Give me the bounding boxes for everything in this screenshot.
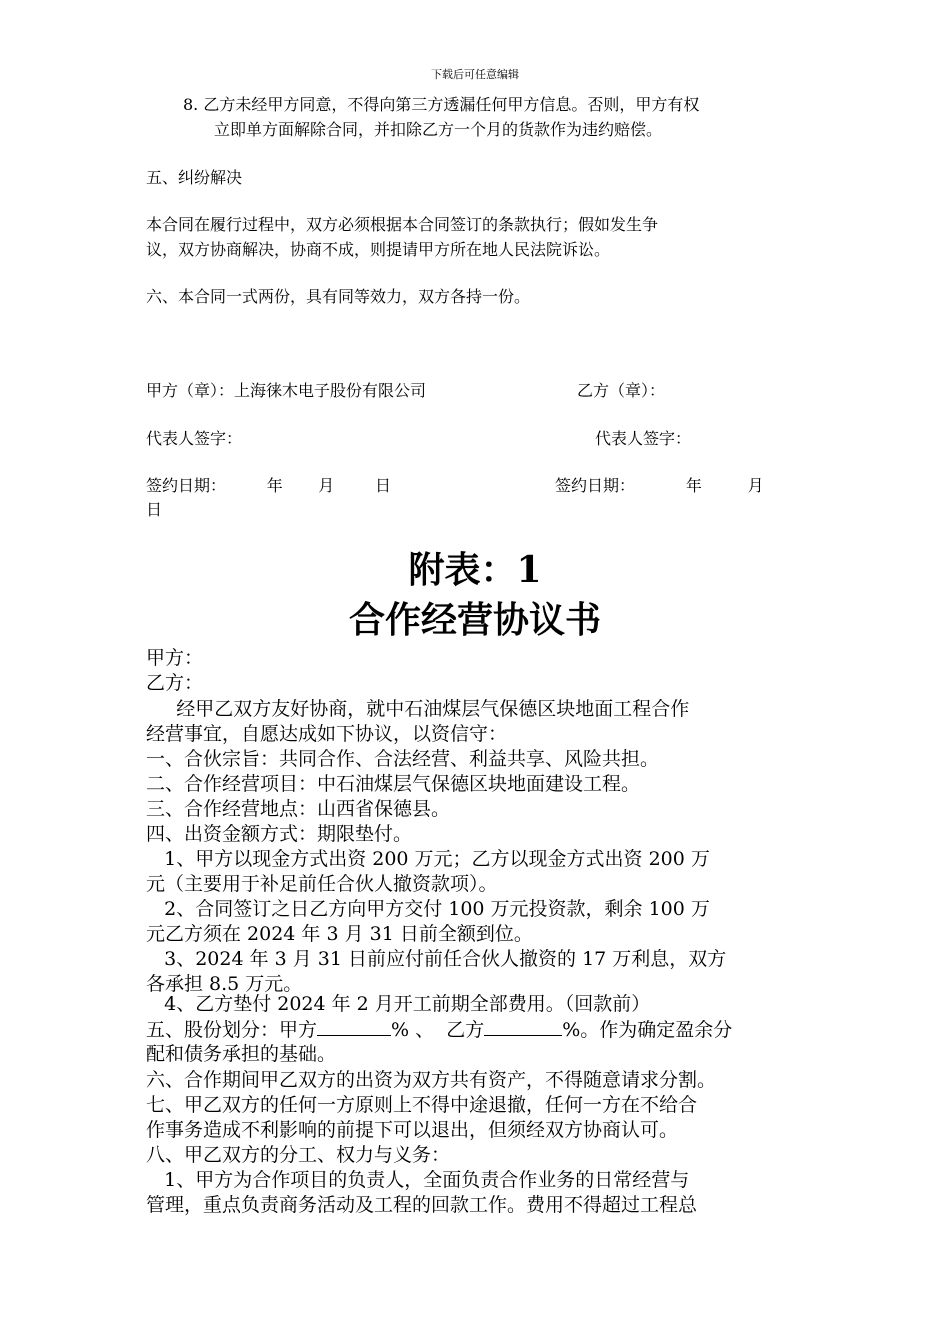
agreement-line: 2、合同签订之日乙方向甲方交付 100 万元投资款，剩余 100 万 [146,898,710,920]
clause-8-line-1: 8. 乙方未经甲方同意，不得向第三方透漏任何甲方信息。否则，甲方有权 [183,95,700,114]
party-b-share-blank[interactable] [484,1017,562,1036]
share-division-line [146,1017,810,1043]
agreement-line: 七、甲乙双方的任何一方原则上不得中途退撤，任何一方在不给合 [146,1094,698,1116]
party-b-representative: 代表人签字： [595,429,692,448]
agreement-line: 四、出资金额方式：期限垫付。 [146,823,413,845]
party-b-seal: 乙方（章）： [577,381,666,400]
agreement-line: 3、2024 年 3 月 31 日前应付前任合伙人撤资的 17 万利息，双方 [146,948,727,970]
agreement-line: 二、合作经营项目：中石油煤层气保德区块地面建设工程。 [146,773,641,795]
clause-8-line-2: 立即单方面解除合同，并扣除乙方一个月的货款作为违约赔偿。 [214,120,663,139]
agreement-line: 甲方： [146,647,204,669]
agreement-line: 六、合作期间甲乙双方的出资为双方共有资产，不得随意请求分割。 [146,1069,717,1091]
agreement-line: 元（主要用于补足前任合伙人撤资款项）。 [146,873,498,895]
agreement-line: 1、甲方以现金方式出资 200 万元；乙方以现金方式出资 200 万 [146,848,710,870]
party-a-share-blank[interactable] [317,1017,391,1036]
party-b-sign-date: 签约日期： 年 月 [555,476,764,495]
agreement-line: 4、乙方垫付 2024 年 2 月开工前期全部费用。（回款前） [146,993,651,1015]
share-mid: % 、 乙方 [391,1019,485,1041]
party-a-seal: 甲方（章）：上海徕木电子股份有限公司 [146,381,427,400]
party-a-sign-date: 签约日期： 年 月 日 [146,476,391,495]
dispute-line-2: 议，双方协商解决，协商不成，则提请甲方所在地人民法院诉讼。 [146,240,611,259]
dispute-heading: 五、纠纷解决 [146,168,243,187]
agreement-line: 八、甲乙双方的分工、权力与义务： [146,1144,451,1166]
copies-clause: 六、本合同一式两份，具有同等效力，双方各持一份。 [146,287,531,306]
agreement-line: 元乙方须在 2024 年 3 月 31 日前全额到位。 [146,923,533,945]
share-suffix: %。作为确定盈余分 [562,1019,733,1041]
dispute-line-1: 本合同在履行过程中，双方必须根据本合同签订的条款执行；假如发生争 [146,215,659,234]
party-a-representative: 代表人签字： [146,429,243,448]
agreement-line: 经甲乙双方友好协商，就中石油煤层气保德区块地面工程合作 [146,698,690,720]
agreement-line: 管理，重点负责商务活动及工程的回款工作。费用不得超过工程总 [146,1194,698,1216]
agreement-line: 经营事宜，自愿达成如下协议，以资信守： [146,723,508,745]
agreement-line: 一、合伙宗旨：共同合作、合法经营、利益共享、风险共担。 [146,748,660,770]
header-note: 下载后可任意编辑 [431,68,519,81]
appendix-title: 附表：1 [408,549,542,591]
agreement-line: 乙方： [146,672,204,694]
agreement-title: 合作经营协议书 [348,599,601,641]
party-b-sign-date-day: 日 [146,500,163,519]
agreement-line: 1、甲方为合作项目的负责人，全面负责合作业务的日常经营与 [146,1169,690,1191]
agreement-line: 作事务造成不利影响的前提下可以退出，但须经双方协商认可。 [146,1119,679,1141]
agreement-line: 配和债务承担的基础。 [146,1043,337,1065]
share-prefix: 五、股份划分：甲方 [146,1019,318,1041]
agreement-line: 三、合作经营地点：山西省保德县。 [146,798,451,820]
agreement-line: 各承担 8.5 万元。 [146,973,303,995]
